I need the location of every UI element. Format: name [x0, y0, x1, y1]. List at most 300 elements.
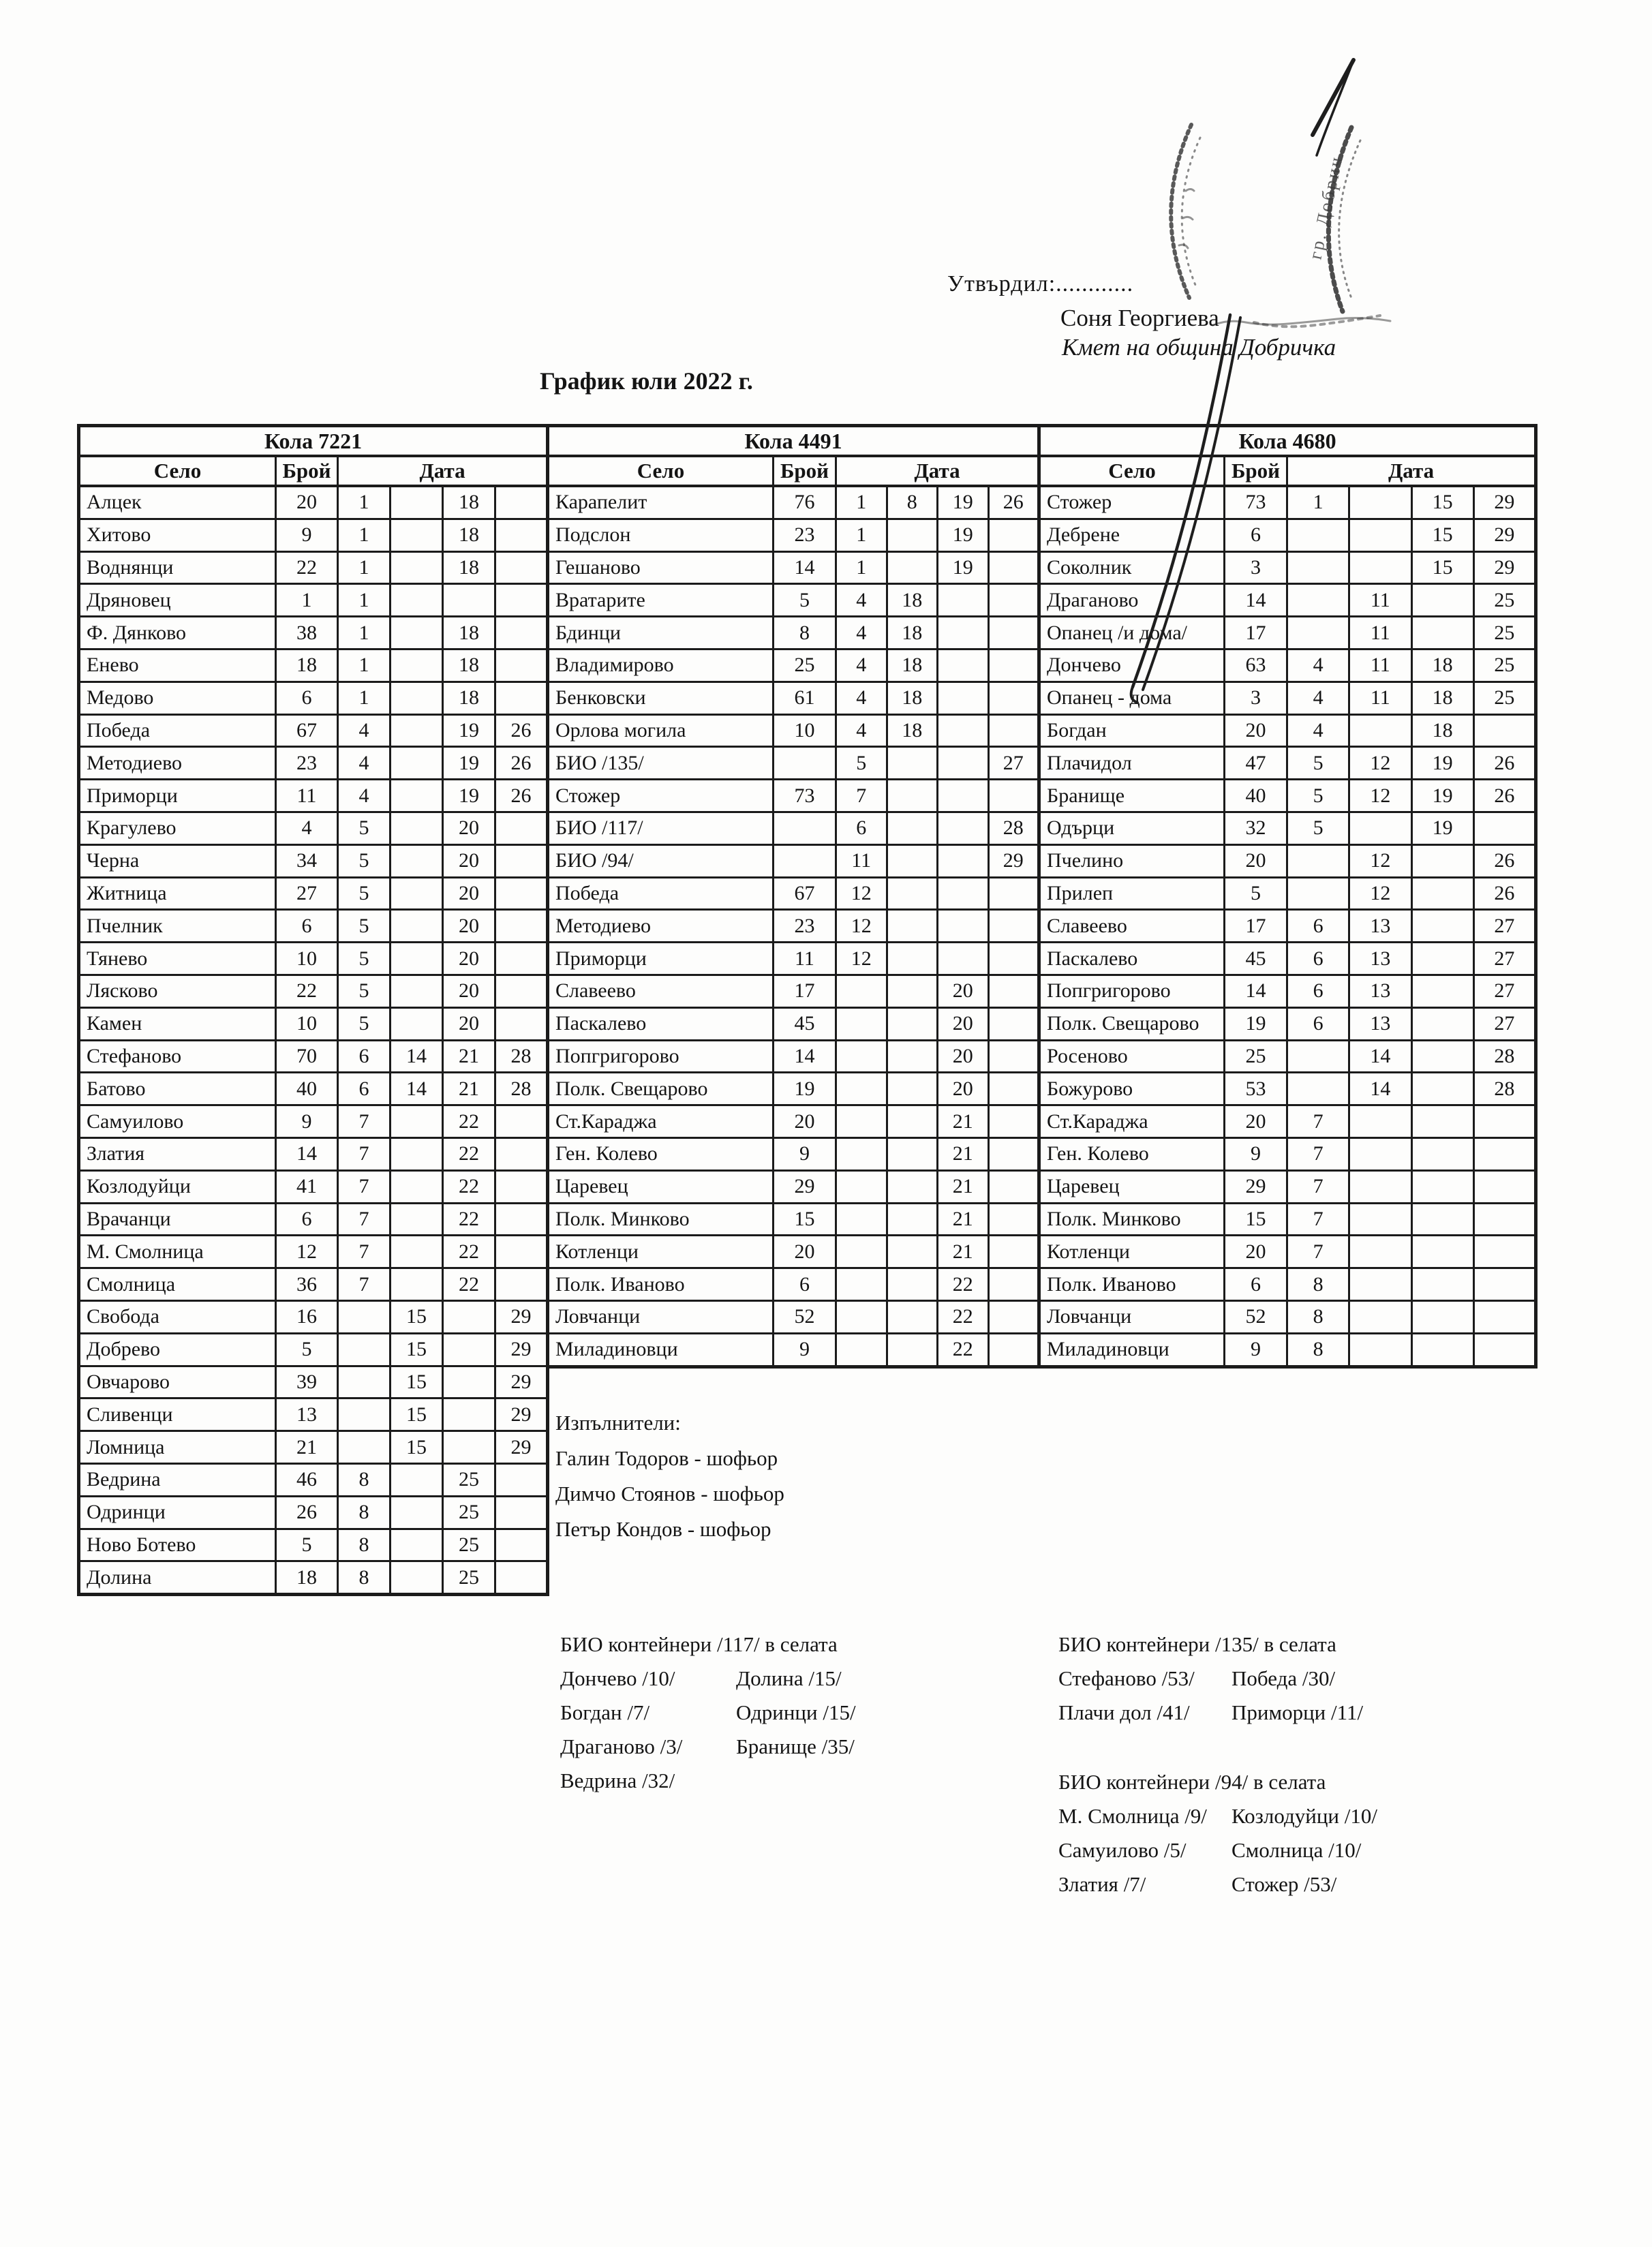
cell-date [495, 1105, 548, 1138]
cell-count: 4 [276, 812, 338, 844]
cell-date: 7 [836, 780, 887, 812]
cell-date [391, 617, 443, 649]
cell-date: 12 [1349, 780, 1411, 812]
cell-village: М. Смолница [79, 1236, 276, 1268]
cell-count: 36 [276, 1268, 338, 1301]
cell-date: 6 [1287, 943, 1349, 975]
cell-date [988, 1137, 1039, 1170]
cell-count: 40 [1225, 780, 1287, 812]
cell-count [774, 812, 836, 844]
cell-date [1411, 975, 1473, 1007]
table-row [548, 1203, 1039, 1236]
cell-count: 45 [774, 1007, 836, 1040]
cell-date [887, 943, 938, 975]
cell-date [1349, 486, 1411, 519]
column-header-village: Село [548, 456, 774, 486]
cell-date: 21 [443, 1040, 495, 1073]
cell-date [836, 1300, 887, 1333]
cell-village: Ново Ботево [79, 1529, 276, 1561]
cell-count: 53 [1225, 1073, 1287, 1105]
cell-date [988, 519, 1039, 551]
column-header-date: Дата [338, 456, 548, 486]
table-title-row [1039, 426, 1536, 457]
cell-village: Опанец /и дома/ [1039, 617, 1225, 649]
cell-date [988, 617, 1039, 649]
cell-date: 21 [443, 1073, 495, 1105]
cell-village: Славеево [548, 975, 774, 1007]
cell-count: 23 [774, 519, 836, 551]
cell-date: 7 [338, 1236, 391, 1268]
cell-count: 19 [774, 1073, 836, 1105]
cell-count: 14 [276, 1137, 338, 1170]
bio-note-item: Смолница /10/ [1232, 1838, 1362, 1862]
cell-date [988, 1203, 1039, 1236]
table-row [548, 812, 1039, 844]
table-row [79, 1073, 548, 1105]
cell-date [1411, 1007, 1473, 1040]
cell-date [338, 1431, 391, 1464]
bio-note-column [560, 1662, 736, 1798]
table-row [548, 1268, 1039, 1301]
cell-date: 20 [443, 975, 495, 1007]
cell-count: 15 [774, 1203, 836, 1236]
table-row [79, 1170, 548, 1203]
cell-date [836, 1105, 887, 1138]
cell-date [938, 812, 989, 844]
cell-village: Драганово [1039, 584, 1225, 617]
table-row [79, 1333, 548, 1366]
cell-date [1287, 584, 1349, 617]
cell-count: 11 [774, 943, 836, 975]
cell-date [836, 1333, 887, 1366]
table-row [79, 1040, 548, 1073]
cell-date [391, 1203, 443, 1236]
cell-date: 4 [836, 649, 887, 682]
bio-note-item: Приморци /11/ [1232, 1700, 1364, 1724]
cell-date: 11 [1349, 617, 1411, 649]
cell-date [443, 1300, 495, 1333]
table-row [1039, 844, 1536, 877]
cell-date: 12 [1349, 877, 1411, 910]
cell-date [495, 551, 548, 584]
table-row [548, 747, 1039, 780]
cell-date: 1 [338, 682, 391, 714]
cell-date [887, 844, 938, 877]
cell-date [1349, 1105, 1411, 1138]
cell-count: 29 [1225, 1170, 1287, 1203]
cell-date: 19 [938, 519, 989, 551]
cell-village: Ген. Колево [548, 1137, 774, 1170]
cell-date: 18 [887, 584, 938, 617]
cell-date [495, 1203, 548, 1236]
table-row [79, 1529, 548, 1561]
cell-date [391, 584, 443, 617]
cell-date [938, 943, 989, 975]
table-row [548, 617, 1039, 649]
cell-date [1411, 1203, 1473, 1236]
cell-date: 5 [338, 1007, 391, 1040]
table-row [548, 943, 1039, 975]
cell-date: 15 [1411, 519, 1473, 551]
cell-count: 5 [276, 1333, 338, 1366]
cell-count: 16 [276, 1300, 338, 1333]
cell-date: 26 [1473, 747, 1535, 780]
table-row [1039, 682, 1536, 714]
bio-note-title: БИО контейнери /135/ в селата [1058, 1632, 1336, 1656]
bio-note-item: Богдан /7/ [560, 1700, 650, 1724]
cell-date [988, 943, 1039, 975]
cell-date [1411, 1300, 1473, 1333]
cell-date [988, 780, 1039, 812]
cell-count: 20 [774, 1236, 836, 1268]
cell-village: Овчарово [79, 1366, 276, 1398]
table-row [548, 584, 1039, 617]
cell-date: 25 [1473, 682, 1535, 714]
cell-count: 3 [1225, 682, 1287, 714]
column-header-count: Брой [774, 456, 836, 486]
cell-date [495, 1137, 548, 1170]
cell-date: 18 [443, 617, 495, 649]
bio-note-column [736, 1662, 856, 1798]
table-row [79, 844, 548, 877]
cell-village: Черна [79, 844, 276, 877]
cell-count: 6 [1225, 519, 1287, 551]
cell-date: 18 [1411, 682, 1473, 714]
cell-date: 21 [938, 1236, 989, 1268]
table-row [548, 1300, 1039, 1333]
table-body [79, 486, 548, 1595]
cell-date: 18 [887, 649, 938, 682]
table-row [1039, 812, 1536, 844]
cell-date: 1 [1287, 486, 1349, 519]
cell-count: 20 [1225, 1236, 1287, 1268]
cell-date: 18 [443, 682, 495, 714]
cell-count: 25 [774, 649, 836, 682]
cell-count: 5 [774, 584, 836, 617]
cell-village: Свобода [79, 1300, 276, 1333]
cell-count: 9 [276, 519, 338, 551]
cell-count [774, 747, 836, 780]
table-row [79, 780, 548, 812]
cell-date [391, 649, 443, 682]
cell-village: Камен [79, 1007, 276, 1040]
table-row [548, 844, 1039, 877]
cell-date: 13 [1349, 975, 1411, 1007]
cell-count: 14 [774, 1040, 836, 1073]
cell-date: 7 [338, 1105, 391, 1138]
cell-date: 19 [938, 486, 989, 519]
cell-date: 4 [1287, 682, 1349, 714]
cell-count: 11 [276, 780, 338, 812]
cell-count: 70 [276, 1040, 338, 1073]
cell-date [495, 649, 548, 682]
cell-date: 15 [391, 1300, 443, 1333]
cell-date: 1 [338, 584, 391, 617]
cell-date [938, 844, 989, 877]
cell-date [988, 714, 1039, 747]
cell-village: Сливенци [79, 1398, 276, 1431]
cell-date [887, 1236, 938, 1268]
cell-village: Попгригорово [1039, 975, 1225, 1007]
cell-date [495, 943, 548, 975]
cell-date [495, 1463, 548, 1496]
bio-note-117 [560, 1627, 1037, 1798]
cell-village: Попгригорово [548, 1040, 774, 1073]
cell-date [391, 486, 443, 519]
table-row [1039, 519, 1536, 551]
cell-date [836, 1040, 887, 1073]
cell-count: 18 [276, 649, 338, 682]
cell-count: 61 [774, 682, 836, 714]
column-header-count: Брой [276, 456, 338, 486]
bio-note-item: Победа /30/ [1232, 1666, 1336, 1690]
cell-date: 4 [338, 714, 391, 747]
table-row [79, 1203, 548, 1236]
cell-count: 23 [276, 747, 338, 780]
cell-date [988, 975, 1039, 1007]
approved-label: Утвърдил:............ [947, 271, 1134, 296]
cell-date [836, 1073, 887, 1105]
cell-date [1473, 714, 1535, 747]
cell-count: 73 [774, 780, 836, 812]
table-row [79, 1137, 548, 1170]
cell-date: 22 [443, 1137, 495, 1170]
cell-date [1411, 877, 1473, 910]
cell-date: 18 [887, 714, 938, 747]
table-row [1039, 1105, 1536, 1138]
cell-date: 19 [1411, 812, 1473, 844]
cell-date [988, 1040, 1039, 1073]
cell-date [1349, 1236, 1411, 1268]
cell-date: 8 [338, 1561, 391, 1595]
cell-date: 26 [988, 486, 1039, 519]
cell-date: 20 [443, 943, 495, 975]
cell-date [1411, 1040, 1473, 1073]
cell-village: Крагулево [79, 812, 276, 844]
cell-date: 20 [443, 1007, 495, 1040]
cell-date [391, 1007, 443, 1040]
cell-count: 26 [276, 1496, 338, 1529]
table-row [79, 812, 548, 844]
cell-date [443, 1366, 495, 1398]
cell-date [887, 1040, 938, 1073]
cell-date [495, 1496, 548, 1529]
cell-date [391, 1236, 443, 1268]
cell-count: 20 [1225, 714, 1287, 747]
cell-date [836, 1236, 887, 1268]
cell-date [836, 975, 887, 1007]
cell-date [836, 1170, 887, 1203]
cell-date [495, 877, 548, 910]
cell-date: 18 [887, 682, 938, 714]
bio-note-column [1058, 1799, 1232, 1901]
cell-date [938, 877, 989, 910]
cell-date [391, 1170, 443, 1203]
cell-date: 7 [1287, 1236, 1349, 1268]
cell-count: 41 [276, 1170, 338, 1203]
column-header-village: Село [79, 456, 276, 486]
cell-village: Медово [79, 682, 276, 714]
cell-date [338, 1300, 391, 1333]
cell-date [887, 975, 938, 1007]
cell-date [1473, 1203, 1535, 1236]
cell-village: Дряновец [79, 584, 276, 617]
cell-date: 29 [988, 844, 1039, 877]
table-row [1039, 1300, 1536, 1333]
cell-date [391, 812, 443, 844]
cell-date [1349, 551, 1411, 584]
table-row [548, 1170, 1039, 1203]
cell-date [495, 519, 548, 551]
cell-village: Хитово [79, 519, 276, 551]
cell-date: 22 [938, 1300, 989, 1333]
cell-village: Ломница [79, 1431, 276, 1464]
cell-village: Бранище [1039, 780, 1225, 812]
cell-date [495, 910, 548, 943]
cell-date: 22 [443, 1203, 495, 1236]
cell-count: 46 [276, 1463, 338, 1496]
cell-date: 29 [495, 1366, 548, 1398]
cell-date: 29 [1473, 486, 1535, 519]
cell-village: Бенковски [548, 682, 774, 714]
cell-date: 6 [338, 1040, 391, 1073]
cell-date [988, 682, 1039, 714]
cell-date [988, 551, 1039, 584]
cell-count: 19 [1225, 1007, 1287, 1040]
cell-date: 19 [938, 551, 989, 584]
executors-block [555, 1405, 784, 1547]
cell-count: 38 [276, 617, 338, 649]
table-row [1039, 714, 1536, 747]
cell-date: 6 [338, 1073, 391, 1105]
cell-count: 6 [1225, 1268, 1287, 1301]
cell-date [887, 519, 938, 551]
cell-date: 8 [338, 1496, 391, 1529]
cell-date [938, 714, 989, 747]
cell-date [443, 1398, 495, 1431]
cell-date: 13 [1349, 1007, 1411, 1040]
cell-date: 7 [1287, 1105, 1349, 1138]
cell-date [391, 1561, 443, 1595]
cell-date: 25 [1473, 617, 1535, 649]
cell-date: 6 [836, 812, 887, 844]
cell-date: 27 [1473, 1007, 1535, 1040]
table-row [79, 975, 548, 1007]
cell-village: Полк. Иваново [1039, 1268, 1225, 1301]
table-row [1039, 1073, 1536, 1105]
bio-note-135 [1058, 1627, 1535, 1730]
cell-village: Полк. Минково [548, 1203, 774, 1236]
cell-count: 9 [774, 1333, 836, 1366]
cell-date: 18 [443, 486, 495, 519]
cell-count: 9 [1225, 1333, 1287, 1366]
cell-date [938, 617, 989, 649]
cell-count: 27 [276, 877, 338, 910]
cell-village: Полк. Свещарово [548, 1073, 774, 1105]
cell-date: 8 [1287, 1268, 1349, 1301]
cell-date: 18 [1411, 714, 1473, 747]
cell-village: Енево [79, 649, 276, 682]
column-header-village: Село [1039, 456, 1225, 486]
cell-date [887, 747, 938, 780]
cell-date [887, 1137, 938, 1170]
cell-date: 22 [938, 1268, 989, 1301]
cell-village: Владимирово [548, 649, 774, 682]
cell-date: 4 [1287, 714, 1349, 747]
table-head [79, 426, 548, 487]
bio-note-item: Одринци /15/ [736, 1700, 856, 1724]
cell-date [391, 877, 443, 910]
cell-village: Вратарите [548, 584, 774, 617]
cell-village: Одърци [1039, 812, 1225, 844]
stamp-text: гр. Добрич [1304, 153, 1347, 262]
cell-date [1411, 943, 1473, 975]
table-row [548, 780, 1039, 812]
cell-date: 25 [443, 1561, 495, 1595]
cell-count: 21 [276, 1431, 338, 1464]
cell-date: 25 [443, 1463, 495, 1496]
cell-date [1411, 1236, 1473, 1268]
cell-date: 18 [443, 551, 495, 584]
cell-date: 11 [1349, 682, 1411, 714]
table-row [1039, 1333, 1536, 1366]
table-row [548, 519, 1039, 551]
cell-date [391, 714, 443, 747]
stamp-seal-left [1171, 125, 1200, 298]
cell-date: 28 [988, 812, 1039, 844]
cell-date [988, 1073, 1039, 1105]
table-row [548, 682, 1039, 714]
bio-note-item: Плачи дол /41/ [1058, 1700, 1190, 1724]
bio-note-item: Златия /7/ [1058, 1872, 1146, 1896]
cell-date [1473, 1300, 1535, 1333]
table-row [79, 486, 548, 519]
cell-date: 7 [338, 1170, 391, 1203]
cell-date: 20 [443, 877, 495, 910]
table-row [1039, 877, 1536, 910]
cell-count: 45 [1225, 943, 1287, 975]
cell-village: Ст.Караджа [1039, 1105, 1225, 1138]
cell-date: 5 [338, 844, 391, 877]
cell-count: 40 [276, 1073, 338, 1105]
cell-count: 12 [276, 1236, 338, 1268]
cell-count: 5 [276, 1529, 338, 1561]
bio-note-item: Дончево /10/ [560, 1666, 675, 1690]
cell-count: 22 [276, 551, 338, 584]
cell-village: Полк. Минково [1039, 1203, 1225, 1236]
table-row [548, 551, 1039, 584]
approver-name: Соня Георгиева [1060, 305, 1219, 331]
cell-village: Прилеп [1039, 877, 1225, 910]
cell-date [1411, 1073, 1473, 1105]
cell-village: Ф. Дянково [79, 617, 276, 649]
cell-village: Росеново [1039, 1040, 1225, 1073]
cell-date [1287, 519, 1349, 551]
cell-date [1411, 910, 1473, 943]
cell-date: 8 [338, 1529, 391, 1561]
table-row [79, 682, 548, 714]
cell-date [391, 1137, 443, 1170]
cell-date [887, 1073, 938, 1105]
cell-date: 19 [443, 780, 495, 812]
table-row [1039, 1040, 1536, 1073]
cell-date [1287, 844, 1349, 877]
cell-date [495, 812, 548, 844]
cell-count: 20 [1225, 844, 1287, 877]
table-row [548, 486, 1039, 519]
table-row [79, 649, 548, 682]
cell-village: БИО /135/ [548, 747, 774, 780]
